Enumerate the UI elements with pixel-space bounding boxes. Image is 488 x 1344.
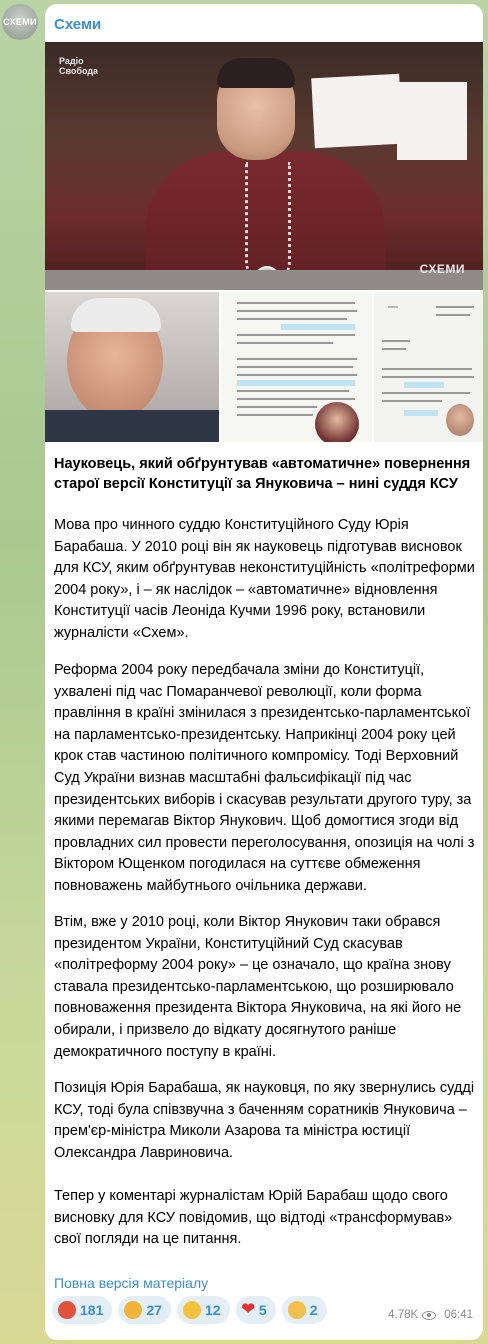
post-paragraph: Реформа 2004 року передбачала зміни до Конституції, ухвалені під час Помаранчевої революції, коли форма правління в країні змінилася з президентсько-парламентської на парламентсько-президентську. Наприкінці 2004 року цей крок став частиною політичного компромісу. Тоді Верховний Суд України визнав масштабні фальсифікації під час президентських виборів і скасував результати другого туру, за якими перемагав Віктор Янукович. Щоб домогтися згоди від провладних сил провести переголосування, опозиція на чолі з Віктором Ющенком погодилася на суттєве обмеження повноважень майбутнього очільника держави. [54, 662, 475, 894]
reactions-bar [52, 1296, 327, 1324]
eye-icon [422, 1311, 436, 1320]
reaction-screaming[interactable] [282, 1296, 327, 1324]
message-time: 06:41 [444, 1309, 473, 1321]
post-paragraph: Тепер у коментарі журналістам Юрій Барабаш щодо свого висновку для КСУ повідомив, що відтоді «трансформував» свої погляди на це питання. [54, 1188, 453, 1248]
reaction-angry[interactable] [52, 1296, 112, 1324]
post-photo-judge[interactable] [45, 42, 483, 290]
angry-face-icon [58, 1301, 76, 1319]
reaction-count: 2 [309, 1302, 318, 1318]
reaction-grinning[interactable] [177, 1296, 230, 1324]
channel-avatar-label: СХЕМИ [3, 17, 37, 27]
post-photo-yanukovych[interactable] [45, 292, 219, 442]
reaction-count: 5 [258, 1302, 267, 1318]
document-sheet-decoration [311, 74, 403, 149]
view-count: 4.78K [388, 1309, 419, 1321]
post-photo-document[interactable] [221, 292, 372, 442]
reaction-heart[interactable] [236, 1296, 276, 1324]
reaction-count: 12 [204, 1302, 221, 1318]
reaction-exploding-head[interactable] [118, 1296, 171, 1324]
reaction-count: 27 [146, 1302, 162, 1318]
document-sheet-decoration [397, 82, 467, 160]
post-photo-letter[interactable] [374, 292, 483, 442]
post-title: Науковець, який обґрунтував «автоматичне» повернення старої версії Конституції за Януковича – нині суддя КСУ [54, 456, 471, 492]
message-meta [388, 1309, 473, 1321]
red-heart-icon: ❤ [241, 1301, 255, 1318]
chain-shape [245, 162, 291, 282]
bench-shape [45, 270, 483, 290]
channel-name[interactable]: Схеми [54, 16, 102, 33]
hair-shape [71, 298, 161, 332]
radio-svoboda-logo: Радіо Свобода [59, 56, 99, 76]
post-paragraph: Позиція Юрія Барабаша, як науковця, по яку звернулись судді КСУ, тоді була співзвучна з баченням соратників Януковича – прем'єр-міністра Миколи Азарова та міністра юстиції Олександра Лавриновича. [54, 1080, 475, 1161]
photo-collage-row [45, 292, 483, 442]
screaming-face-icon [288, 1301, 306, 1319]
post-paragraph: Втім, вже у 2010 році, коли Віктор Янукович таки обрався президентом України, Конституційний Суд скасував «політреформу 2004 року» – це означало, що країна знову ставала президентсько-парламентською, що розширювало повноваження президента Віктора Януковича, на які його не обирали, і призвело до відкату досягнутого раніше демократичного поступу в країні. [54, 914, 462, 1060]
official-thumbnail-shape [446, 404, 474, 436]
suit-shape [45, 410, 219, 442]
judge-hair-shape [217, 58, 295, 88]
post-paragraph: Мова про чинного суддю Конституційного Суду Юрія Барабаша. У 2010 році він як науковець підготував висновок для КСУ, яким обґрунтував неконституційність «політреформи 2004 року», і – як наслідок – «автоматичне» відновлення Конституції часів Леоніда Кучми 1996 року, встановили журналісти «Схем». [54, 517, 475, 641]
channel-avatar[interactable] [2, 4, 38, 40]
exploding-head-icon [124, 1301, 142, 1319]
judge-thumbnail-shape [315, 402, 359, 442]
reaction-count: 181 [80, 1302, 104, 1318]
full-article-link[interactable]: Повна версія матеріалу [54, 1275, 209, 1291]
schemy-watermark: СХЕМИ [419, 262, 465, 276]
grinning-face-icon [183, 1301, 201, 1319]
message-bubble [45, 4, 483, 1340]
